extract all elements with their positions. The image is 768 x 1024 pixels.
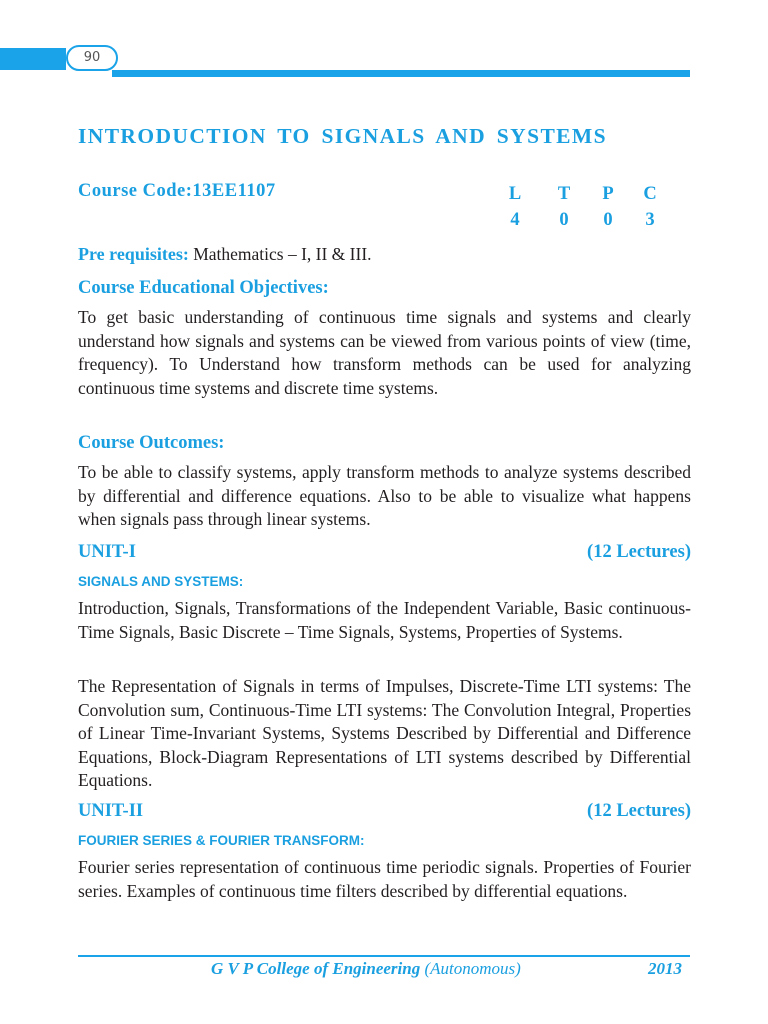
footer-rule (78, 955, 690, 957)
outcomes-text: To be able to classify systems, apply transform methods to analyze systems described by differential and difference equations. Also to be able to visualize what happens when signals pass through linear systems. (78, 462, 691, 529)
ltpc-value: 0 (603, 210, 613, 230)
unit-2-lectures: (12 Lectures) (587, 801, 691, 821)
objectives-text: To get basic understanding of continuous time signals and systems and clearly understand how signals and systems can be viewed from various points of view (time, frequency). To Understand how transform methods can be used for analyzing continuous time systems and discrete time systems. (78, 307, 691, 398)
ltpc-letter: P (602, 184, 614, 204)
unit-1-paragraph-2: The Representation of Signals in terms of Impulses, Discrete-Time LTI systems: The Convolution sum, Continuous-Time LTI systems: The Convolution Integral, Properties of Linear Time-Invariant Systems, Systems Described by Differential and Difference Equations, Block-Diagram Representations of LTI systems described by Differential Equations. (78, 676, 691, 790)
objectives-heading: Course Educational Objectives: (78, 278, 329, 298)
unit-1-paragraph-1: Introduction, Signals, Transformations of the Independent Variable, Basic continuous-Time Signals, Basic Discrete – Time Signals, Systems, Properties of Systems. (78, 598, 691, 642)
ltpc-letter: C (643, 184, 657, 204)
ltpc-column-p (598, 181, 618, 233)
footer-institution: G V P College of Engineering (211, 959, 421, 978)
course-code: Course Code:13EE1107 (78, 181, 276, 201)
ltpc-column-l (505, 181, 525, 233)
unit-1-header (78, 542, 691, 563)
unit-1-label: UNIT-I (78, 542, 136, 562)
unit-2-header (78, 801, 691, 822)
prerequisites-text: Mathematics – I, II & III. (193, 244, 372, 264)
ltpc-column-c (640, 181, 660, 233)
ltpc-letter: L (508, 184, 522, 204)
unit-1-lectures: (12 Lectures) (587, 542, 691, 562)
ltpc-letter: T (557, 184, 571, 204)
unit-2-subheading: FOURIER SERIES & FOURIER TRANSFORM: (78, 833, 365, 848)
footer-institution-line (211, 959, 521, 979)
header-rule (112, 70, 690, 77)
ltpc-value: 3 (645, 210, 655, 230)
unit-2-paragraph-1: Fourier series representation of continuous time periodic signals. Properties of Fourier series. Examples of continuous time filters described by differential equations. (78, 857, 691, 901)
outcomes-heading: Course Outcomes: (78, 433, 225, 453)
unit-2-label: UNIT-II (78, 801, 144, 821)
footer-year: 2013 (648, 959, 682, 978)
prerequisites (78, 244, 372, 265)
ltpc-column-t (554, 181, 574, 233)
prerequisites-label: Pre requisites: (78, 244, 189, 264)
unit-1-subheading: SIGNALS AND SYSTEMS: (78, 574, 244, 589)
footer-status: (Autonomous) (424, 959, 521, 978)
page-number: 90 (66, 45, 118, 71)
ltpc-value: 4 (510, 210, 520, 230)
page-title: INTRODUCTION TO SIGNALS AND SYSTEMS (78, 124, 607, 148)
ltpc-value: 0 (559, 210, 569, 230)
header-tab-bar (0, 48, 66, 70)
